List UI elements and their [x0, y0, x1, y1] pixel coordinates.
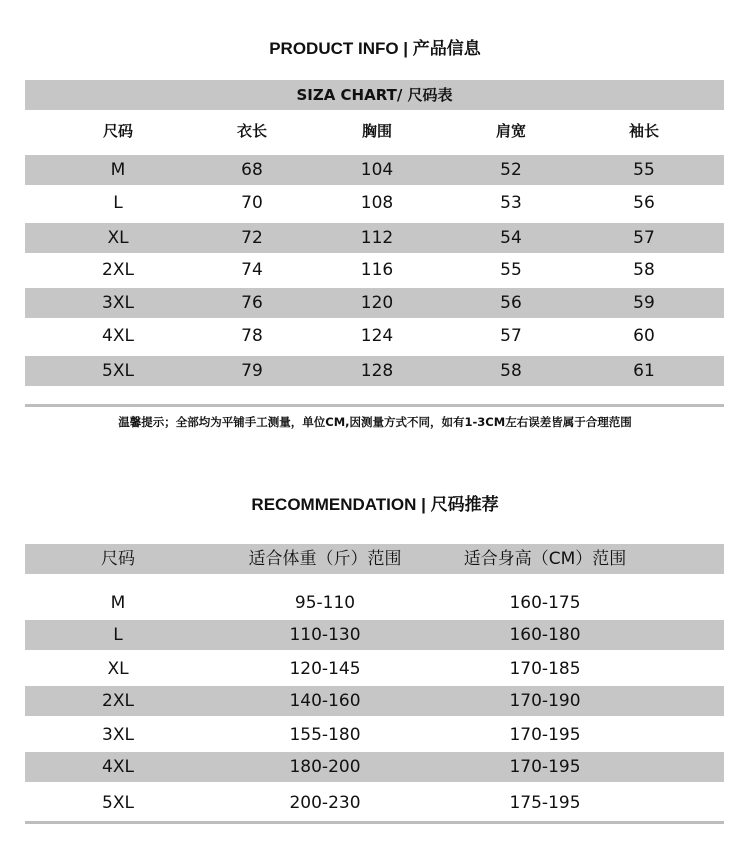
- table-cell: M: [110, 593, 126, 613]
- column-header: 适合体重（斤）范围: [248, 549, 402, 569]
- table-cell: 3XL: [102, 293, 134, 313]
- table-cell: 170-190: [509, 691, 581, 711]
- recommendation-title: RECOMMENDATION | 尺码推荐: [251, 495, 499, 514]
- column-header: 尺码: [102, 122, 134, 140]
- table-cell: 120: [360, 293, 394, 313]
- table-cell: 160-180: [509, 625, 581, 645]
- table-cell: 200-230: [289, 793, 361, 813]
- table-cell: 58: [633, 260, 655, 280]
- table-row: [25, 588, 724, 618]
- product-info-title: PRODUCT INFO | 产品信息: [269, 39, 481, 58]
- column-header: 尺码: [101, 549, 135, 569]
- table-cell: 56: [500, 293, 522, 313]
- table-row: [25, 288, 724, 318]
- table-row: [25, 223, 724, 253]
- table-row: [25, 720, 724, 750]
- table-cell: 140-160: [289, 691, 361, 711]
- table-cell: 60: [633, 326, 655, 346]
- table-cell: 104: [360, 160, 394, 180]
- table-cell: 57: [500, 326, 522, 346]
- table-cell: 2XL: [102, 691, 134, 711]
- table-cell: 59: [633, 293, 655, 313]
- table-cell: 53: [500, 193, 522, 213]
- table-cell: 57: [633, 228, 655, 248]
- table-cell: 55: [633, 160, 655, 180]
- bottom-divider: [25, 821, 724, 824]
- measurement-note: 温馨提示；全部均为平铺手工测量，单位CM,因测量方式不同，如有1-3CM左右误差皆属于合理范围: [118, 415, 632, 429]
- table-cell: 76: [241, 293, 263, 313]
- table-row: [25, 654, 724, 684]
- table-cell: 74: [241, 260, 263, 280]
- table-row: [25, 188, 724, 218]
- table-row: [25, 686, 724, 716]
- table-cell: 68: [241, 160, 263, 180]
- table-cell: 2XL: [102, 260, 134, 280]
- header-row: [25, 116, 724, 146]
- table-cell: 175-195: [509, 793, 581, 813]
- table-cell: 180-200: [289, 757, 361, 777]
- table-row: [25, 788, 724, 818]
- table-row: [25, 321, 724, 351]
- table-cell: 58: [500, 361, 522, 381]
- table-cell: 3XL: [102, 725, 134, 745]
- header-row: [25, 544, 724, 574]
- table-cell: 95-110: [294, 593, 356, 613]
- table-cell: 170-185: [509, 659, 581, 679]
- divider: [25, 404, 724, 407]
- table-row: [25, 155, 724, 185]
- table-cell: 155-180: [289, 725, 361, 745]
- table-cell: 70: [241, 193, 263, 213]
- table-cell: 78: [241, 326, 263, 346]
- table-cell: 112: [360, 228, 394, 248]
- size-chart-title: SIZA CHART/ 尺码表: [25, 80, 724, 110]
- table-row: [25, 752, 724, 782]
- column-header: 胸围: [361, 122, 393, 140]
- table-row: [25, 356, 724, 386]
- table-cell: 55: [500, 260, 522, 280]
- table-cell: M: [110, 160, 126, 180]
- table-cell: 116: [360, 260, 394, 280]
- table-cell: L: [113, 193, 123, 213]
- table-cell: 170-195: [509, 725, 581, 745]
- table-cell: 120-145: [289, 659, 361, 679]
- column-header: 适合身高（CM）范围: [463, 549, 627, 569]
- table-cell: 56: [633, 193, 655, 213]
- table-cell: 170-195: [509, 757, 581, 777]
- table-cell: 124: [360, 326, 394, 346]
- table-cell: 128: [360, 361, 394, 381]
- table-cell: 72: [241, 228, 263, 248]
- table-cell: XL: [107, 659, 129, 679]
- table-cell: 54: [500, 228, 522, 248]
- table-row: [25, 620, 724, 650]
- table-cell: 52: [500, 160, 522, 180]
- table-cell: L: [113, 625, 123, 645]
- table-cell: 5XL: [102, 361, 134, 381]
- table-cell: 110-130: [289, 625, 361, 645]
- table-cell: 160-175: [509, 593, 581, 613]
- table-cell: 108: [360, 193, 394, 213]
- table-cell: 61: [633, 361, 655, 381]
- table-cell: XL: [107, 228, 129, 248]
- table-cell: 5XL: [102, 793, 134, 813]
- column-header: 袖长: [628, 122, 660, 140]
- table-row: [25, 255, 724, 285]
- table-cell: 4XL: [102, 326, 134, 346]
- table-cell: 79: [241, 361, 263, 381]
- table-cell: 4XL: [102, 757, 134, 777]
- column-header: 衣长: [236, 122, 268, 140]
- column-header: 肩宽: [495, 122, 527, 140]
